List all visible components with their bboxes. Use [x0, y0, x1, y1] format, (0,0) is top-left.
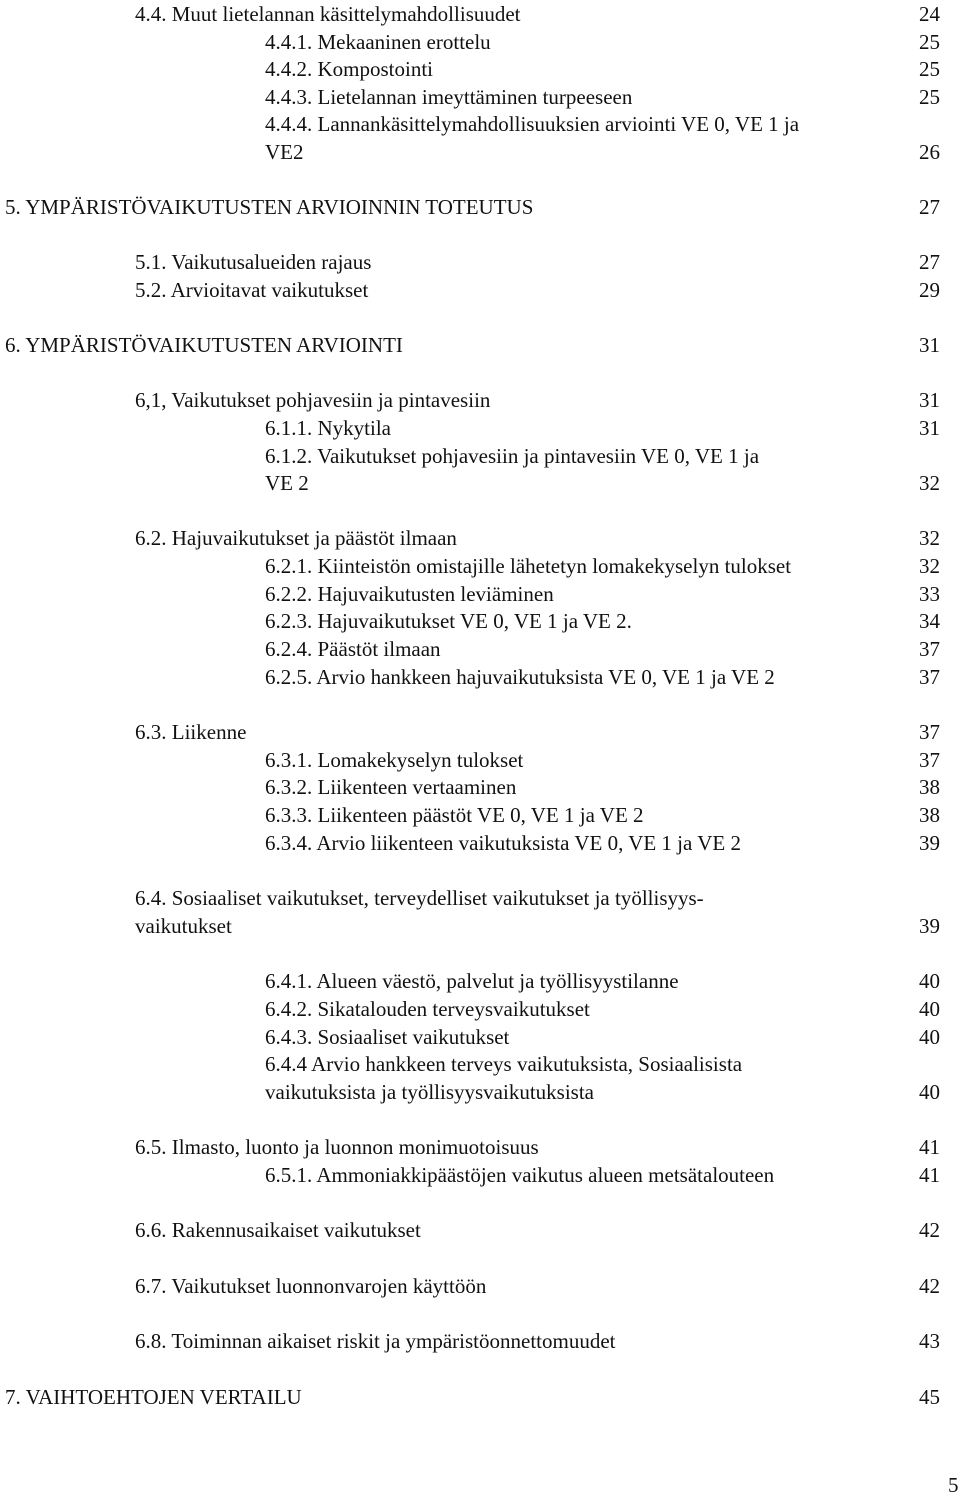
- toc-entry-label: 6.6. Rakennusaikaiset vaikutukset: [135, 1218, 421, 1242]
- toc-entry: [0, 1051, 960, 1077]
- toc-entry-label: 6.1.2. Vaikutukset pohjavesiin ja pintavesiin VE 0, VE 1 ja: [265, 444, 760, 468]
- toc-entry-label: 6.1.1. Nykytila: [265, 416, 391, 440]
- toc-entry-page: 37: [919, 665, 940, 689]
- toc-entry-page: 33: [919, 582, 940, 606]
- toc-entry-label: 6.4.4 Arvio hankkeen terveys vaikutuksista, Sosiaalisista: [265, 1052, 743, 1076]
- toc-entry-label: 6.4. Sosiaaliset vaikutukset, terveydelliset vaikutukset ja työllisyys-: [135, 886, 704, 910]
- toc-entry-page: 40: [919, 969, 940, 993]
- toc-entry-label: VE 2: [265, 471, 309, 495]
- toc-entry-label: VE2: [265, 140, 304, 164]
- toc-entry-label: 6.3.3. Liikenteen päästöt VE 0, VE 1 ja VE 2: [265, 803, 644, 827]
- toc-entry-page: 32: [919, 526, 940, 550]
- toc-entry: [0, 802, 960, 828]
- toc-entry-label: 5.2. Arvioitavat vaikutukset: [135, 278, 369, 302]
- toc-entry: [0, 968, 960, 994]
- toc-entry: [0, 1328, 960, 1354]
- toc-entry-label: 6.2.3. Hajuvaikutukset VE 0, VE 1 ja VE 2.: [265, 609, 632, 633]
- toc-entry: [0, 415, 960, 441]
- toc-entry: [0, 553, 960, 579]
- toc-entry-page: 42: [919, 1274, 940, 1298]
- toc-entry: [0, 194, 960, 220]
- toc-entry-page: 40: [919, 1080, 940, 1104]
- toc-entry-label: 6.2. Hajuvaikutukset ja päästöt ilmaan: [135, 526, 457, 550]
- toc-entry-label: 6.4.2. Sikatalouden terveysvaikutukset: [265, 997, 590, 1021]
- toc-entry-label: 6.8. Toiminnan aikaiset riskit ja ympäristöonnettomuudet: [135, 1329, 616, 1353]
- toc-entry-page: 24: [919, 2, 940, 26]
- toc-entry: [0, 1273, 960, 1299]
- toc-entry-label: 6.2.1. Kiinteistön omistajille lähetetyn lomakekyselyn tulokset: [265, 554, 792, 578]
- toc-entry: [0, 636, 960, 662]
- toc-entry: [0, 139, 960, 165]
- toc-entry-page: 39: [919, 831, 940, 855]
- toc-entry: [0, 1384, 960, 1410]
- toc-entry-label: 4.4.3. Lietelannan imeyttäminen turpeeseen: [265, 85, 633, 109]
- toc-entry-page: 26: [919, 140, 940, 164]
- toc-entry-label: 6.7. Vaikutukset luonnonvarojen käyttöön: [135, 1274, 487, 1298]
- toc-entry: [0, 249, 960, 275]
- toc-entry: [0, 719, 960, 745]
- toc-entry-page: 31: [919, 416, 940, 440]
- toc-entry: [0, 84, 960, 110]
- toc-entry-label: 6.5.1. Ammoniakkipäästöjen vaikutus alueen metsätalouteen: [265, 1163, 775, 1187]
- toc-entry-label: 6. YMPÄRISTÖVAIKUTUSTEN ARVIOINTI: [5, 333, 403, 357]
- toc-entry: [0, 996, 960, 1022]
- toc-entry: [0, 525, 960, 551]
- toc-entry-page: 29: [919, 278, 940, 302]
- toc-entry: [0, 29, 960, 55]
- toc-entry: [0, 830, 960, 856]
- toc-entry: [0, 747, 960, 773]
- toc-entry: [0, 1134, 960, 1160]
- toc-entry-page: 38: [919, 803, 940, 827]
- toc-entry-page: 27: [919, 250, 940, 274]
- toc-entry: [0, 1079, 960, 1105]
- toc-entry-label: 4.4.4. Lannankäsittelymahdollisuuksien arviointi VE 0, VE 1 ja: [265, 112, 800, 136]
- toc-entry-label: 6.3. Liikenne: [135, 720, 247, 744]
- toc-entry-page: 40: [919, 997, 940, 1021]
- toc-entry-page: 40: [919, 1025, 940, 1049]
- toc-entry: [0, 277, 960, 303]
- toc-entry: [0, 1024, 960, 1050]
- toc-entry: [0, 885, 960, 911]
- toc-entry-page: 43: [919, 1329, 940, 1353]
- toc-entry: [0, 581, 960, 607]
- toc-entry-page: 37: [919, 637, 940, 661]
- toc-entry-label: 4.4.1. Mekaaninen erottelu: [265, 30, 491, 54]
- toc-entry-page: 31: [919, 388, 940, 412]
- toc-entry-page: 38: [919, 775, 940, 799]
- toc-entry-page: 25: [919, 57, 940, 81]
- toc-entry: [0, 387, 960, 413]
- toc-entry-page: 42: [919, 1218, 940, 1242]
- toc-entry: [0, 1162, 960, 1188]
- toc-entry-label: 5.1. Vaikutusalueiden rajaus: [135, 250, 372, 274]
- toc-entry: [0, 443, 960, 469]
- toc-entry-label: 6.2.2. Hajuvaikutusten leviäminen: [265, 582, 554, 606]
- toc-entry-label: 6.2.4. Päästöt ilmaan: [265, 637, 441, 661]
- toc-entry-label: 7. VAIHTOEHTOJEN VERTAILU: [5, 1385, 302, 1409]
- toc-entry: [0, 332, 960, 358]
- toc-entry: [0, 470, 960, 496]
- toc-entry: [0, 1217, 960, 1243]
- toc-entry-label: 6.3.1. Lomakekyselyn tulokset: [265, 748, 524, 772]
- toc-entry: [0, 56, 960, 82]
- toc-entry-page: 27: [919, 195, 940, 219]
- toc-entry: [0, 1, 960, 27]
- toc-entry-page: 37: [919, 748, 940, 772]
- toc-entry-page: 31: [919, 333, 940, 357]
- toc-entry-label: vaikutukset: [135, 914, 232, 938]
- toc-entry-page: 37: [919, 720, 940, 744]
- toc-entry-page: 39: [919, 914, 940, 938]
- toc-entry: [0, 774, 960, 800]
- toc-entry-page: 41: [919, 1135, 940, 1159]
- toc-entry-label: vaikutuksista ja työllisyysvaikutuksista: [265, 1080, 594, 1104]
- toc-entry-label: 6.2.5. Arvio hankkeen hajuvaikutuksista VE 0, VE 1 ja VE 2: [265, 665, 775, 689]
- toc-entry-page: 32: [919, 471, 940, 495]
- toc-entry-page: 32: [919, 554, 940, 578]
- toc-entry: [0, 664, 960, 690]
- toc-entry-page: 25: [919, 85, 940, 109]
- toc-entry-label: 6.3.4. Arvio liikenteen vaikutuksista VE 0, VE 1 ja VE 2: [265, 831, 741, 855]
- toc-entry-label: 4.4.2. Kompostointi: [265, 57, 434, 81]
- toc-entry-page: 41: [919, 1163, 940, 1187]
- toc-entry-label: 6.4.3. Sosiaaliset vaikutukset: [265, 1025, 510, 1049]
- toc-entry-label: 6.5. Ilmasto, luonto ja luonnon monimuotoisuus: [135, 1135, 539, 1159]
- toc-entry: [0, 111, 960, 137]
- toc-entry-label: 6.3.2. Liikenteen vertaaminen: [265, 775, 517, 799]
- toc-entry: [0, 608, 960, 634]
- page-number: 5: [948, 1473, 959, 1497]
- toc-entry-label: 4.4. Muut lietelannan käsittelymahdollisuudet: [135, 2, 521, 26]
- toc-entry-label: 5. YMPÄRISTÖVAIKUTUSTEN ARVIOINNIN TOTEUTUS: [5, 195, 534, 219]
- toc-entry-page: 34: [919, 609, 940, 633]
- toc-entry-label: 6.4.1. Alueen väestö, palvelut ja työllisyystilanne: [265, 969, 679, 993]
- toc-entry-page: 25: [919, 30, 940, 54]
- toc-entry-label: 6,1, Vaikutukset pohjavesiin ja pintavesiin: [135, 388, 491, 412]
- toc-entry: [0, 913, 960, 939]
- toc-entry-page: 45: [919, 1385, 940, 1409]
